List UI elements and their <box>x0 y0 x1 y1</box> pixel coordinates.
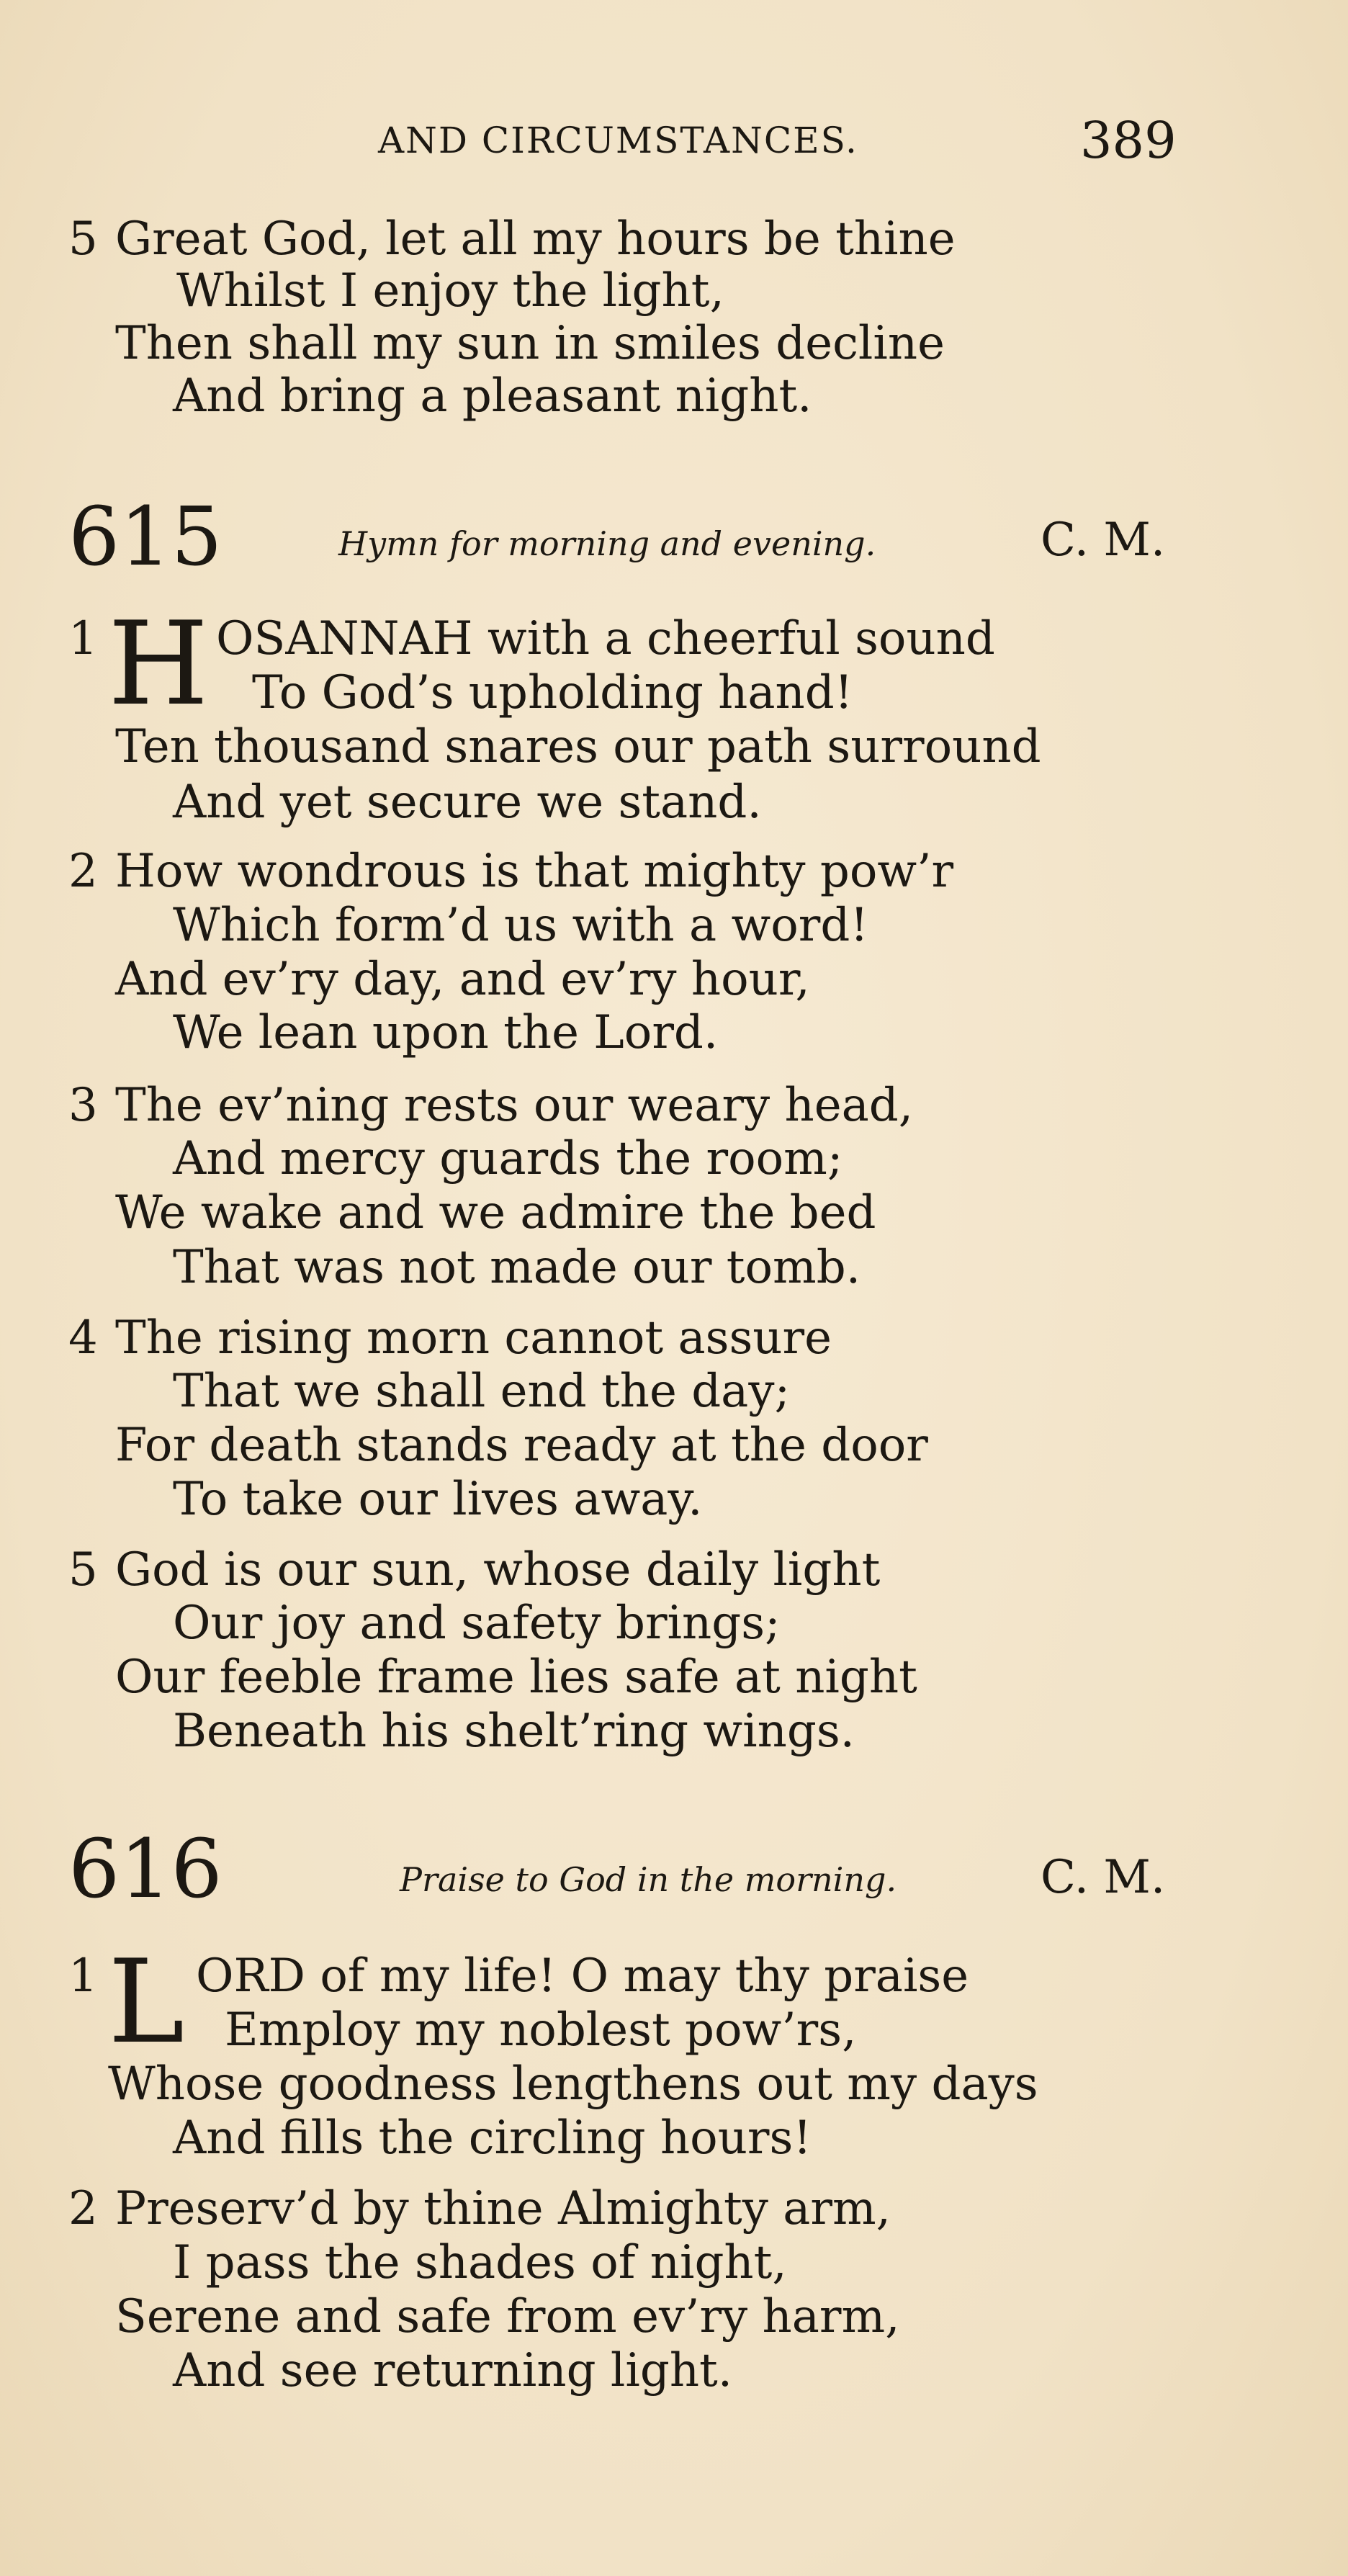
drop-cap: L <box>108 1934 185 2069</box>
hymn-number: 615 <box>68 490 223 584</box>
verse-number: 5 <box>68 1543 98 1597</box>
verse-line: Great God, let all my hours be thine <box>115 212 956 266</box>
verse-line: Ten thousand snares our path surround <box>115 720 1041 773</box>
verse-line: And ev’ry day, and ev’ry hour, <box>115 953 810 1006</box>
verse-number: 2 <box>68 845 98 898</box>
verse-line: That we shall end the day; <box>173 1365 791 1418</box>
verse-line: How wondrous is that mighty pow’r <box>115 845 954 898</box>
drop-cap: H <box>108 596 209 731</box>
verse-line: God is our sun, whose daily light <box>115 1543 881 1597</box>
verse-number: 3 <box>68 1079 98 1132</box>
verse-number: 4 <box>68 1311 98 1365</box>
page-number: 389 <box>1080 111 1177 170</box>
verse-line: Serene and safe from ev’ry harm, <box>115 2290 900 2343</box>
verse-line: To God’s upholding hand! <box>252 666 853 719</box>
verse-line: The ev’ning rests our weary head, <box>115 1079 914 1132</box>
hymn-meter: C. M. <box>1041 513 1166 567</box>
verse-line: And fills the circling hours! <box>173 2111 812 2165</box>
verse-number: 2 <box>68 2182 98 2235</box>
verse-line: Whilst I enjoy the light, <box>176 264 724 318</box>
verse-line: That was not made our tomb. <box>173 1241 861 1294</box>
verse-number: 1 <box>68 612 98 665</box>
verse-line: We wake and we admire the bed <box>115 1186 876 1239</box>
verse-line: Employ my noblest pow’rs, <box>225 2003 857 2057</box>
verse-line: Preserv’d by thine Almighty arm, <box>115 2182 891 2235</box>
verse-line: And bring a pleasant night. <box>173 369 812 423</box>
verse-number: 1 <box>68 1949 98 2003</box>
verse-line: I pass the shades of night, <box>173 2236 787 2289</box>
verse-line: Beneath his shelt’ring wings. <box>173 1705 855 1758</box>
hymn-number: 616 <box>68 1823 223 1916</box>
running-header: AND CIRCUMSTANCES. <box>378 120 858 161</box>
hymn-title: Praise to God in the morning. <box>400 1860 897 1899</box>
verse-line: We lean upon the Lord. <box>173 1006 719 1059</box>
verse-line: ORD of my life! O may thy praise <box>196 1949 969 2003</box>
verse-line: Our feeble frame lies safe at night <box>115 1651 917 1704</box>
hymn-meter: C. M. <box>1041 1851 1166 1904</box>
verse-line: Then shall my sun in smiles decline <box>115 317 945 370</box>
verse-line: And mercy guards the room; <box>173 1132 843 1185</box>
verse-line: And see returning light. <box>173 2344 733 2397</box>
verse-line: Our joy and safety brings; <box>173 1597 781 1650</box>
verse-line: Which form’d us with a word! <box>173 899 869 952</box>
verse-line: The rising morn cannot assure <box>115 1311 832 1365</box>
verse-line: And yet secure we stand. <box>173 776 762 829</box>
verse-line: OSANNAH with a cheerful sound <box>216 612 995 665</box>
verse-line: To take our lives away. <box>173 1473 703 1526</box>
verse-line: For death stands ready at the door <box>115 1419 928 1472</box>
verse-line: Whose goodness lengthens out my days <box>108 2057 1038 2111</box>
verse-number: 5 <box>68 212 98 266</box>
hymn-title: Hymn for morning and evening. <box>338 524 876 563</box>
